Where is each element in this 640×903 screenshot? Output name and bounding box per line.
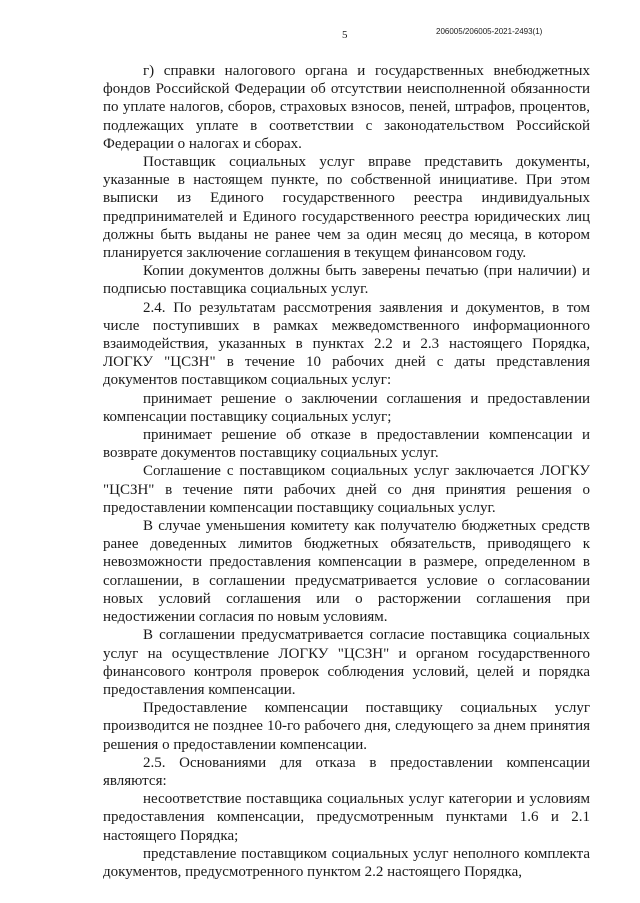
paragraph: 2.4. По результатам рассмотрения заявления и документов, в том числе поступивших в рамках межведомственного информационного взаимодействия, указанных в пунктах 2.2 и 2.3 настоящего Порядка, ЛОГКУ "ЦСЗН" в течение 10 рабочих дней с даты представления документов поставщиком социальных услуг:	[103, 299, 590, 389]
paragraph: В соглашении предусматривается согласие поставщика социальных услуг на осуществление ЛОГКУ "ЦСЗН" и органом государственного финансового контроля проверок соблюдения условий, целей и порядка предоставления компенсации.	[103, 627, 590, 698]
document-reference: 206005/206005-2021-2493(1)	[436, 27, 543, 36]
document-body	[103, 62, 590, 881]
paragraph: принимает решение об отказе в предоставлении компенсации и возврате документов поставщику социальных услуг.	[103, 427, 590, 462]
paragraph: Предоставление компенсации поставщику социальных услуг производится не позднее 10-го рабочего дня, следующего за днем принятия решения о предоставлении компенсации.	[103, 700, 590, 753]
paragraph: 2.5. Основаниями для отказа в предоставлении компенсации являются:	[103, 754, 590, 789]
paragraph: г) справки налогового органа и государственных внебюджетных фондов Российской Федерации об отсутствии неисполненной обязанности по уплате налогов, сборов, страховых взносов, пеней, штрафов, процентов, подлежащих уплате в соответствии с законодательством Российской Федерации о налогах и сборах.	[103, 63, 590, 152]
paragraph: Соглашение с поставщиком социальных услуг заключается ЛОГКУ "ЦСЗН" в течение пяти рабочих дней со дня принятия решения о предоставлении компенсации поставщику социальных услуг.	[103, 463, 590, 516]
paragraph: принимает решение о заключении соглашения и предоставлении компенсации поставщику социальных услуг;	[103, 390, 590, 425]
paragraph: представление поставщиком социальных услуг неполного комплекта документов, предусмотренного пунктом 2.2 настоящего Порядка,	[103, 845, 590, 880]
paragraph: В случае уменьшения комитету как получателю бюджетных средств ранее доведенных лимитов бюджетных обязательств, приводящего к невозможности предоставления компенсации в размере, определенном в соглашении, в соглашении предусматривается условие о согласовании новых условий соглашения или о расторжении соглашения при недостижении согласия по новым условиям.	[103, 518, 590, 626]
paragraph: Поставщик социальных услуг вправе представить документы, указанные в настоящем пункте, по собственной инициативе. При этом выписки из Единого государственного реестра индивидуальных предпринимателей и Единого государственного реестра юридических лиц должны быть выданы не ранее чем за один месяц до месяца, в котором планируется заключение соглашения в текущем финансовом году.	[103, 154, 590, 262]
page-number: 5	[342, 29, 348, 41]
paragraph: Копии документов должны быть заверены печатью (при наличии) и подписью поставщика социальных услуг.	[103, 263, 590, 298]
paragraph: несоответствие поставщика социальных услуг категории и условиям предоставления компенсации, предусмотренным пунктами 1.6 и 2.1 настоящего Порядка;	[103, 791, 590, 844]
